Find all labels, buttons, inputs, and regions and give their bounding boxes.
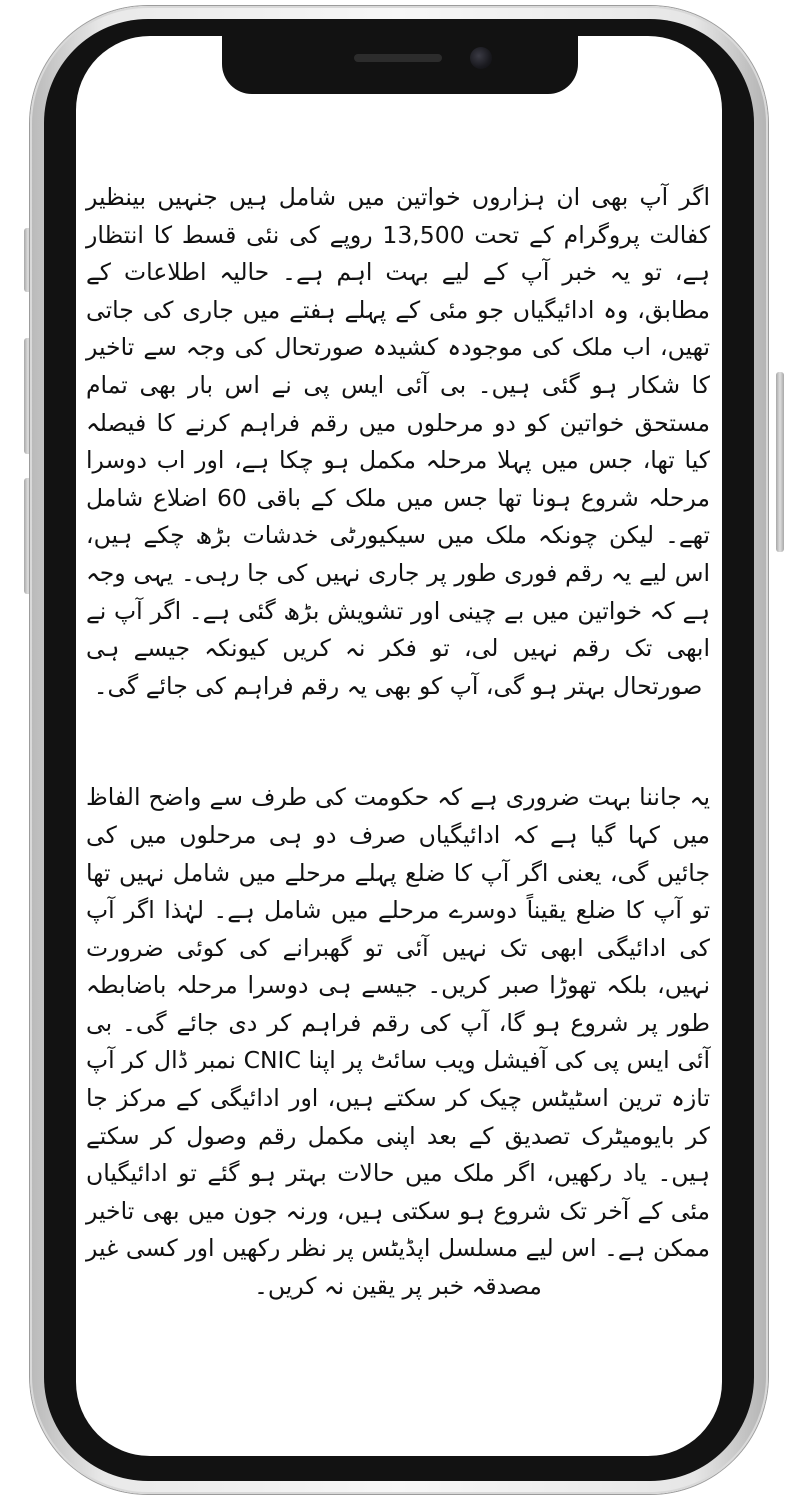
phone-screen[interactable] (76, 36, 722, 1456)
speaker-grille (354, 54, 442, 62)
article-body (86, 179, 710, 1306)
notch (222, 36, 578, 94)
front-camera-icon (470, 47, 492, 69)
power-button (776, 372, 784, 552)
article-paragraph-2: یہ جاننا بہت ضروری ہے کہ حکومت کی طرف سے واضح الفاظ میں کہا گیا ہے کہ ادائیگیاں صرف دو ہی مرحلوں میں کی جائیں گی، یعنی اگر آپ کا ضلع پہلے مرحلے میں شامل نہیں تھا تو آپ کا ضلع یقیناً دوسرے مرحلے میں شامل ہے۔ لہٰذا اگر آپ کی ادائیگی ابھی تک نہیں آئی تو گھبرانے کی کوئی ضرورت نہیں، بلکہ تھوڑا صبر کریں۔ جیسے ہی دوسرا مرحلہ باضابطہ طور پر شروع ہو گا، آپ کی رقم فراہم کر دی جائے گی۔ بی آئی ایس پی کی آفیشل ویب سائٹ پر اپنا CNIC نمبر ڈال کر آپ تازہ ترین اسٹیٹس چیک کر سکتے ہیں، اور ادائیگی کے مرکز جا کر بایومیٹرک تصدیق کے بعد اپنی مکمل رقم وصول کر سکتے ہیں۔ یاد رکھیں، اگر ملک میں حالات بہتر ہو گئے تو ادائیگیاں مئی کے آخر تک شروع ہو سکتی ہیں، ورنہ جون میں بھی تاخیر ممکن ہے۔ اس لیے مسلسل اپڈیٹس پر نظر رکھیں اور کسی غیر مصدقہ خبر پر یقین نہ کریں۔ (86, 783, 710, 1301)
article-paragraph-1: اگر آپ بھی ان ہزاروں خواتین میں شامل ہیں جنہیں بینظیر کفالت پروگرام کے تحت 13,500 روپے کی نئی قسط کا انتظار ہے، تو یہ خبر آپ کے لیے بہت اہم ہے۔ حالیہ اطلاعات کے مطابق، وہ ادائیگیاں جو مئی کے پہلے ہفتے میں جاری کی جاتی تھیں، اب ملک کی موجودہ کشیدہ صورتحال کی وجہ سے تاخیر کا شکار ہو گئی ہیں۔ بی آئی ایس پی نے اس بار بھی تمام مستحق خواتین کو دو مرحلوں میں رقم فراہم کرنے کا فیصلہ کیا تھا، جس میں پہلا مرحلہ مکمل ہو چکا ہے، اور اب دوسرا مرحلہ شروع ہونا تھا جس میں ملک کے باقی 60 اضلاع شامل تھے۔ لیکن چونکہ ملک میں سیکیورٹی خدشات بڑھ چکے ہیں، اس لیے یہ رقم فوری طور پر جاری نہیں کی جا رہی۔ یہی وجہ ہے کہ خواتین میں بے چینی اور تشویش بڑھ گئی ہے۔ اگر آپ نے ابھی تک رقم نہیں لی، تو فکر نہ کریں کیونکہ جیسے ہی صورتحال بہتر ہو گی، آپ کو بھی یہ رقم فراہم کی جائے گی۔ (86, 183, 711, 700)
